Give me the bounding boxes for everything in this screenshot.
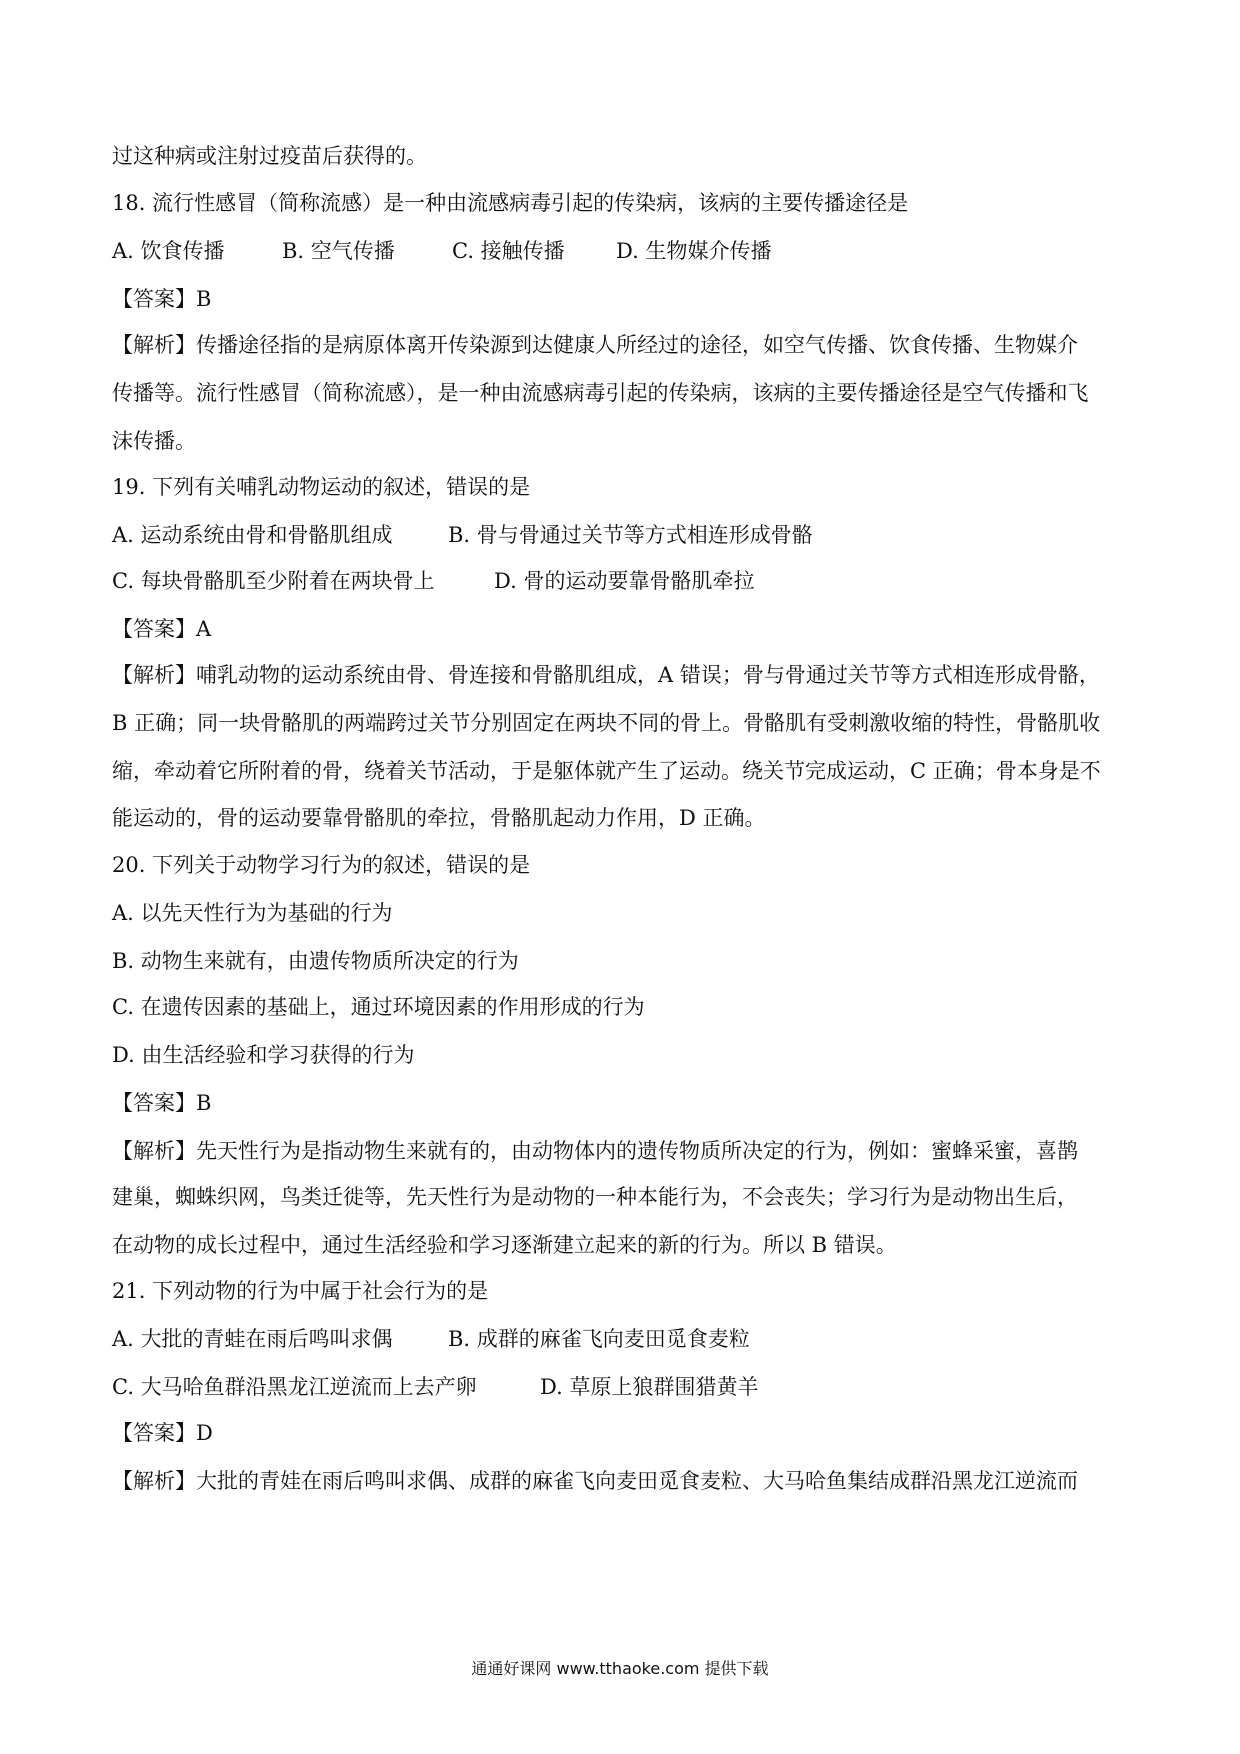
question-20-option-a: A. 以先天性行为为基础的行为 (112, 901, 393, 925)
option-b: B. 成群的麻雀飞向麦田觅食麦粒 (448, 1327, 750, 1351)
answer-21: 【答案】D (112, 1421, 213, 1445)
question-21: 21. 下列动物的行为中属于社会行为的是 (112, 1279, 489, 1303)
option-a: A. 大批的青蛙在雨后鸣叫求偶 (112, 1327, 393, 1351)
question-18-options (112, 236, 1132, 266)
answer-18: 【答案】B (112, 287, 212, 311)
question-20-option-b: B. 动物生来就有，由遗传物质所决定的行为 (112, 949, 519, 973)
option-c: C. 每块骨骼肌至少附着在两块骨上 (112, 569, 435, 593)
option-d: D. 生物媒介传播 (616, 239, 772, 263)
question-19-options-row-2 (112, 566, 1132, 596)
question-20-option-c: C. 在遗传因素的基础上，通过环境因素的作用形成的行为 (112, 995, 645, 1019)
explanation-19-line-4: 能运动的，骨的运动要靠骨骼肌的牵拉，骨骼肌起动力作用，D 正确。 (112, 806, 766, 830)
explanation-21-line-1: 【解析】大批的青娃在雨后鸣叫求偶、成群的麻雀飞向麦田觅食麦粒、大马哈鱼集结成群沿黑龙江逆流而 (112, 1469, 1078, 1493)
question-20-option-d: D. 由生活经验和学习获得的行为 (112, 1043, 415, 1067)
question-20: 20. 下列关于动物学习行为的叙述，错误的是 (112, 853, 531, 877)
option-d: D. 骨的运动要靠骨骼肌牵拉 (494, 569, 755, 593)
question-21-options-row-2 (112, 1372, 1132, 1402)
option-b: B. 骨与骨通过关节等方式相连形成骨骼 (448, 523, 813, 547)
explanation-19-line-3: 缩，牵动着它所附着的骨，绕着关节活动，于是躯体就产生了运动。绕关节完成运动，C 正确；骨本身是不 (112, 759, 1101, 783)
explanation-20-line-3: 在动物的成长过程中，通过生活经验和学习逐渐建立起来的新的行为。所以 B 错误。 (112, 1233, 897, 1257)
option-a: A. 运动系统由骨和骨骼肌组成 (112, 523, 393, 547)
option-b: B. 空气传播 (282, 239, 395, 263)
explanation-18-line-2: 传播等。流行性感冒（简称流感），是一种由流感病毒引起的传染病，该病的主要传播途径是空气传播和飞 (112, 381, 1089, 405)
answer-19: 【答案】A (112, 617, 212, 641)
option-c: C. 接触传播 (452, 239, 565, 263)
explanation-20-line-1: 【解析】先天性行为是指动物生来就有的，由动物体内的遗传物质所决定的行为，例如：蜜蜂采蜜，喜鹊 (112, 1139, 1078, 1163)
question-19: 19. 下列有关哺乳动物运动的叙述，错误的是 (112, 475, 531, 499)
text-line: 过这种病或注射过疫苗后获得的。 (112, 144, 427, 168)
option-d: D. 草原上狼群围猎黄羊 (540, 1375, 759, 1399)
question-18: 18. 流行性感冒（简称流感）是一种由流感病毒引起的传染病，该病的主要传播途径是 (112, 191, 909, 215)
page-footer: 通通好课网 www.tthaoke.com 提供下载 (471, 1659, 769, 1678)
question-21-options-row-1 (112, 1324, 1132, 1354)
explanation-20-line-2: 建巢，蜘蛛织网，鸟类迁徙等，先天性行为是动物的一种本能行为，不会丧失；学习行为是动物出生后， (112, 1185, 1078, 1209)
answer-20: 【答案】B (112, 1091, 212, 1115)
option-c: C. 大马哈鱼群沿黑龙江逆流而上去产卵 (112, 1375, 477, 1399)
explanation-18-line-1: 【解析】传播途径指的是病原体离开传染源到达健康人所经过的途径，如空气传播、饮食传播、生物媒介 (112, 333, 1078, 357)
question-19-options-row-1 (112, 520, 1132, 550)
explanation-18-line-3: 沫传播。 (112, 429, 196, 453)
explanation-19-line-1: 【解析】哺乳动物的运动系统由骨、骨连接和骨骼肌组成，A 错误；骨与骨通过关节等方式相连形成骨骼， (112, 663, 1100, 687)
option-a: A. 饮食传播 (112, 239, 225, 263)
explanation-19-line-2: B 正确；同一块骨骼肌的两端跨过关节分别固定在两块不同的骨上。骨骼肌有受刺激收缩的特性，骨骼肌收 (112, 711, 1101, 735)
